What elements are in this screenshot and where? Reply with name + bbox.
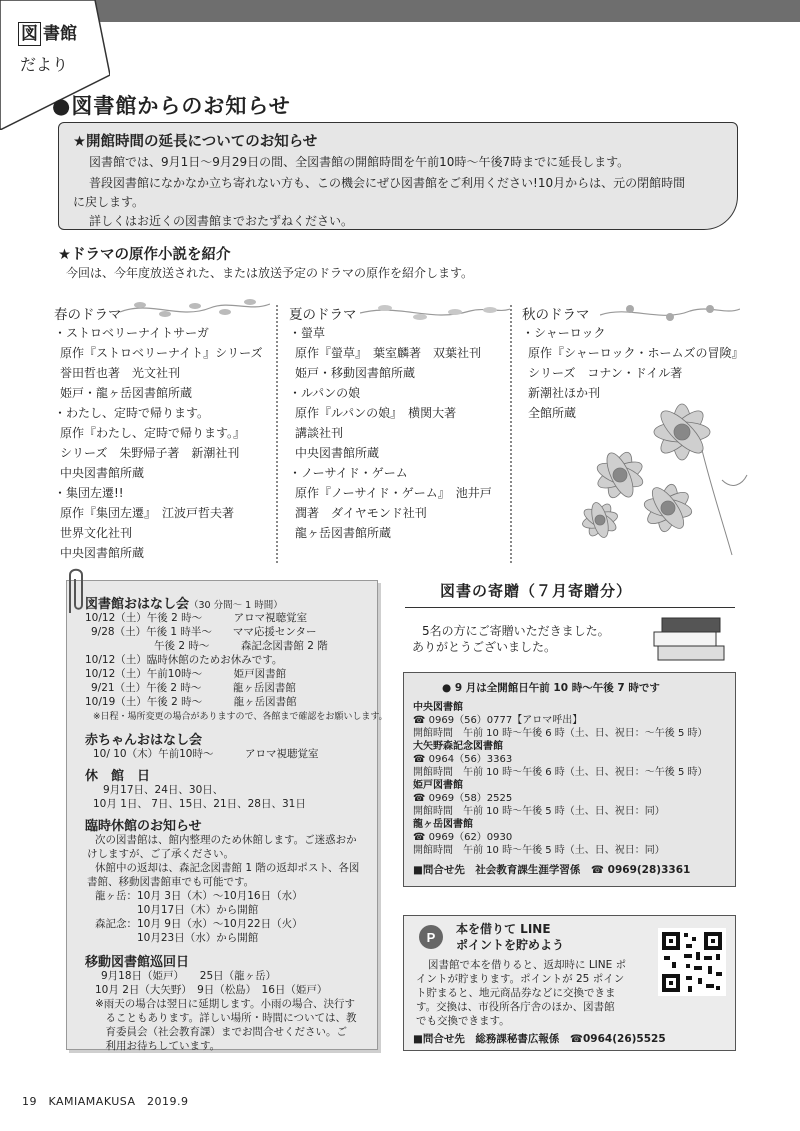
library-hours: 開館時間 午前 10 時～午後 5 時（土、日、祝日：同） [413, 845, 665, 856]
book-line: 新潮社ほか刊 [528, 386, 601, 400]
line-text: でも交換できます。 [416, 1015, 510, 1027]
book-line: 姫戸・移動図書館所蔵 [295, 366, 416, 380]
line-points-box [403, 915, 736, 1051]
mobile-row: 育委員会（社会教育課）までお問合せください。ご [95, 1026, 347, 1038]
donation-text [412, 623, 610, 655]
library-name: 大矢野森記念図書館 [413, 741, 503, 752]
donation-line: 5名の方にご寄贈いただきました。 [422, 624, 610, 638]
library-phone: ☎ 0969（56）0777【アロマ呼出】 [413, 715, 583, 726]
book-line: ・わたし、定時で帰ります。 [54, 406, 210, 420]
book-line: シリーズ コナン・ドイル著 [528, 366, 683, 380]
book-line: ・螢草 [289, 326, 326, 340]
book-line: ・ルパンの娘 [289, 386, 361, 400]
mobile-row: ることもあります。詳しい場所・時間については、教 [95, 1012, 357, 1024]
book-line: ・ストロベリーナイトサーガ [54, 326, 209, 340]
library-name: 中央図書館 [413, 702, 463, 713]
paperclip-icon [62, 565, 88, 617]
book-line: 潤著 ダイヤモンド社刊 [295, 506, 427, 520]
book-line: ・ノーサイド・ゲーム [289, 466, 408, 480]
column-divider [510, 305, 512, 563]
temp-row: 書館、移動図書館車でも可能です。 [87, 876, 255, 888]
book-line: 中央図書館所蔵 [60, 546, 145, 560]
book-line: シリーズ 朱野帰子著 新潮社刊 [60, 446, 240, 460]
temp-row: けしますが、ご了承ください。 [87, 848, 234, 860]
library-phone: ☎ 0969（58）2525 [413, 793, 513, 804]
book-line: 中央図書館所蔵 [295, 446, 380, 460]
library-hours: 開館時間 午前 10 時～午後 5 時（土、日、祝日：同） [413, 806, 665, 817]
book-line: 原作『ルパンの娘』 横関大著 [295, 406, 457, 420]
library-hours: 開館時間 午前 10 時～午後 6 時（土、日、祝日：～午後 5 時） [413, 767, 708, 778]
temp-row: 龍ヶ岳：10月 3日（木）～10月16日（水） [95, 890, 303, 902]
column-divider [276, 305, 278, 563]
page-footer: 19 KAMIAMAKUSA 2019.9 [22, 1095, 189, 1108]
temp-closure-title: 臨時休館のお知らせ [85, 819, 202, 834]
library-phone: ☎ 0969（62）0930 [413, 832, 513, 843]
closed-row: 9月17日、24日、30日、 [103, 784, 224, 796]
book-line: 原作『集団左遷』 江波戸哲夫著 [60, 506, 235, 520]
line-title: 本を借りて LINE [456, 922, 551, 936]
events-panel [66, 580, 388, 1052]
books-stack-icon [650, 612, 730, 664]
baby-row: 10/ 10（木）午前10時～ アロマ視聴覚室 [93, 748, 319, 760]
schedule-row: 9/28（土）午後 1 時半～ ママ応援センター [91, 626, 317, 638]
temp-row: 次の図書館は、館内整理のため休館します。ご迷惑おか [95, 834, 357, 846]
book-line: 原作『わたし、定時で帰ります。』 [60, 426, 246, 440]
spring-column [54, 303, 263, 563]
closed-row: 10月 1日、 7日、15日、21日、28日、31日 [93, 798, 306, 810]
book-line: 原作『ノーサイド・ゲーム』 池井戸 [295, 486, 492, 500]
summer-column [289, 303, 492, 543]
line-subtitle: ポイントを貯めよう [456, 938, 565, 952]
line-text: 図書館で本を借りると、返却時に LINE ポ [428, 959, 627, 971]
schedule-row: 10/12（土）午後 2 時～ アロマ視聴覚室 [85, 612, 308, 624]
notice-line: に戻します。 [73, 195, 145, 209]
notice-title: ★開館時間の延長についてのお知らせ [73, 134, 318, 150]
spring-title: 春のドラマ [54, 307, 122, 323]
mobile-library-title: 移動図書館巡回日 [85, 955, 190, 970]
library-phone: ☎ 0964（56）3363 [413, 754, 513, 765]
book-line: 原作『ストロベリーナイト』シリーズ [60, 346, 263, 360]
top-bar [95, 0, 800, 22]
line-text: ト貯まると、地元商品券などに交換できま [416, 987, 616, 999]
newsletter-subtitle: だより [20, 55, 69, 74]
autumn-title: 秋のドラマ [522, 307, 590, 323]
hours-contact: ■問合せ先 社会教育課生涯学習係 ☎ 0969(28)3361 [413, 864, 691, 876]
notice-line: 詳しくはお近くの図書館までおたずねください。 [89, 214, 354, 228]
donation-title: 図書の寄贈（７月寄贈分） [440, 582, 633, 600]
library-hours: 開館時間 午前 10 時～午後 6 時（土、日、祝日：～午後 5 時） [413, 728, 708, 739]
book-line: ・シャーロック [522, 326, 606, 340]
notice-box [58, 122, 738, 230]
book-line: 姫戸・龍ヶ岳図書館所蔵 [60, 386, 193, 400]
book-line: 龍ヶ岳図書館所蔵 [295, 526, 392, 540]
main-heading: ●図書館からのお知らせ [52, 94, 291, 118]
notice-line: 普段図書館になかなか立ち寄れない方も、この機会にぜひ図書館をご利用ください!10月からは、元の閉館時間 [89, 176, 686, 190]
book-line: ・集団左遷!! [54, 486, 124, 500]
schedule-row: 10/19（土）午後 2 時～ 龍ヶ岳図書館 [85, 696, 297, 708]
donation-line: ありがとうございました。 [412, 640, 557, 654]
temp-row: 10月23日（水）から開館 [95, 932, 259, 944]
schedule-row: 9/21（土）午後 2 時～ 龍ヶ岳図書館 [91, 682, 296, 694]
donation-divider [405, 607, 735, 608]
schedule-row: 午後 2 時～ 森記念図書館 2 階 [91, 640, 328, 652]
book-line: 講談社刊 [295, 426, 344, 440]
book-line: 中央図書館所蔵 [60, 466, 145, 480]
qr-code-icon[interactable] [658, 928, 726, 996]
notice-line: 図書館では、9月1日～9月29日の間、全図書館の開館時間を午前10時～午後7時までに延長します。 [89, 155, 630, 169]
mobile-row: 9月18日（姫戸） 25日（龍ヶ岳） [101, 970, 277, 982]
schedule-row: 10/12（土）午前10時～ 姫戸図書館 [85, 668, 287, 680]
title-char: 図 [18, 22, 41, 46]
schedule-row: 10/12（土）臨時休館のためお休みです。 [85, 654, 283, 666]
library-name: 姫戸図書館 [413, 780, 463, 791]
book-line: 原作『シャーロック・ホームズの冒険』 [528, 346, 744, 360]
baby-title: 赤ちゃんおはなし会 [85, 733, 203, 748]
mobile-row: ※雨天の場合は翌日に延期します。小雨の場合、決行す [95, 998, 355, 1010]
mobile-row: 利用お待ちしています。 [95, 1040, 221, 1052]
line-points-icon [418, 924, 444, 960]
book-line: 原作『螢草』 葉室麟著 双葉社刊 [295, 346, 482, 360]
mobile-row: 10月 2日（大矢野） 9日（松島） 16日（姫戸） [95, 984, 328, 996]
temp-row: 森記念：10月 9日（水）～10月22日（火） [95, 918, 303, 930]
svg-text:P: P [426, 930, 436, 945]
temp-row: 10月17日（木）から開館 [95, 904, 259, 916]
book-line: 誉田哲也著 光文社刊 [60, 366, 181, 380]
ohanashi-caution: ※日程・場所変更の場合がありますので、各館まで確認をお願いします。 [93, 712, 388, 722]
book-line: 世界文化社刊 [60, 526, 133, 540]
drama-heading: ★ドラマの原作小説を紹介 [58, 247, 231, 263]
library-name: 龍ヶ岳図書館 [413, 819, 473, 830]
temp-row: 休館中の返却は、森記念図書館 1 階の返却ポスト、各図 [95, 862, 360, 874]
closed-days-title: 休 館 日 [85, 769, 151, 784]
drama-intro: 今回は、今年度放送された、または放送予定のドラマの原作を紹介します。 [66, 266, 474, 280]
ohanashi-title: 図書館おはなし会（30 分間～ 1 時間） [85, 597, 283, 612]
ohanashi-note: （30 分間～ 1 時間） [189, 600, 283, 611]
cosmos-flowers-illustration [572, 390, 752, 560]
line-text: イントが貯まります。ポイントが 25 ポイン [416, 973, 625, 985]
line-contact: ■問合せ先 総務課秘書広報係 ☎0964(26)5525 [413, 1033, 666, 1045]
newsletter-title [18, 22, 77, 46]
book-line: 全館所蔵 [528, 406, 577, 420]
title-rest: 書館 [43, 24, 77, 44]
summer-title: 夏のドラマ [289, 307, 357, 323]
line-text: す。交換は、市役所各庁舎のほか、図書館 [416, 1001, 615, 1013]
hours-title: ● 9 月は全開館日午前 10 時～午後 7 時です [442, 682, 660, 694]
opening-hours-box [403, 672, 736, 887]
